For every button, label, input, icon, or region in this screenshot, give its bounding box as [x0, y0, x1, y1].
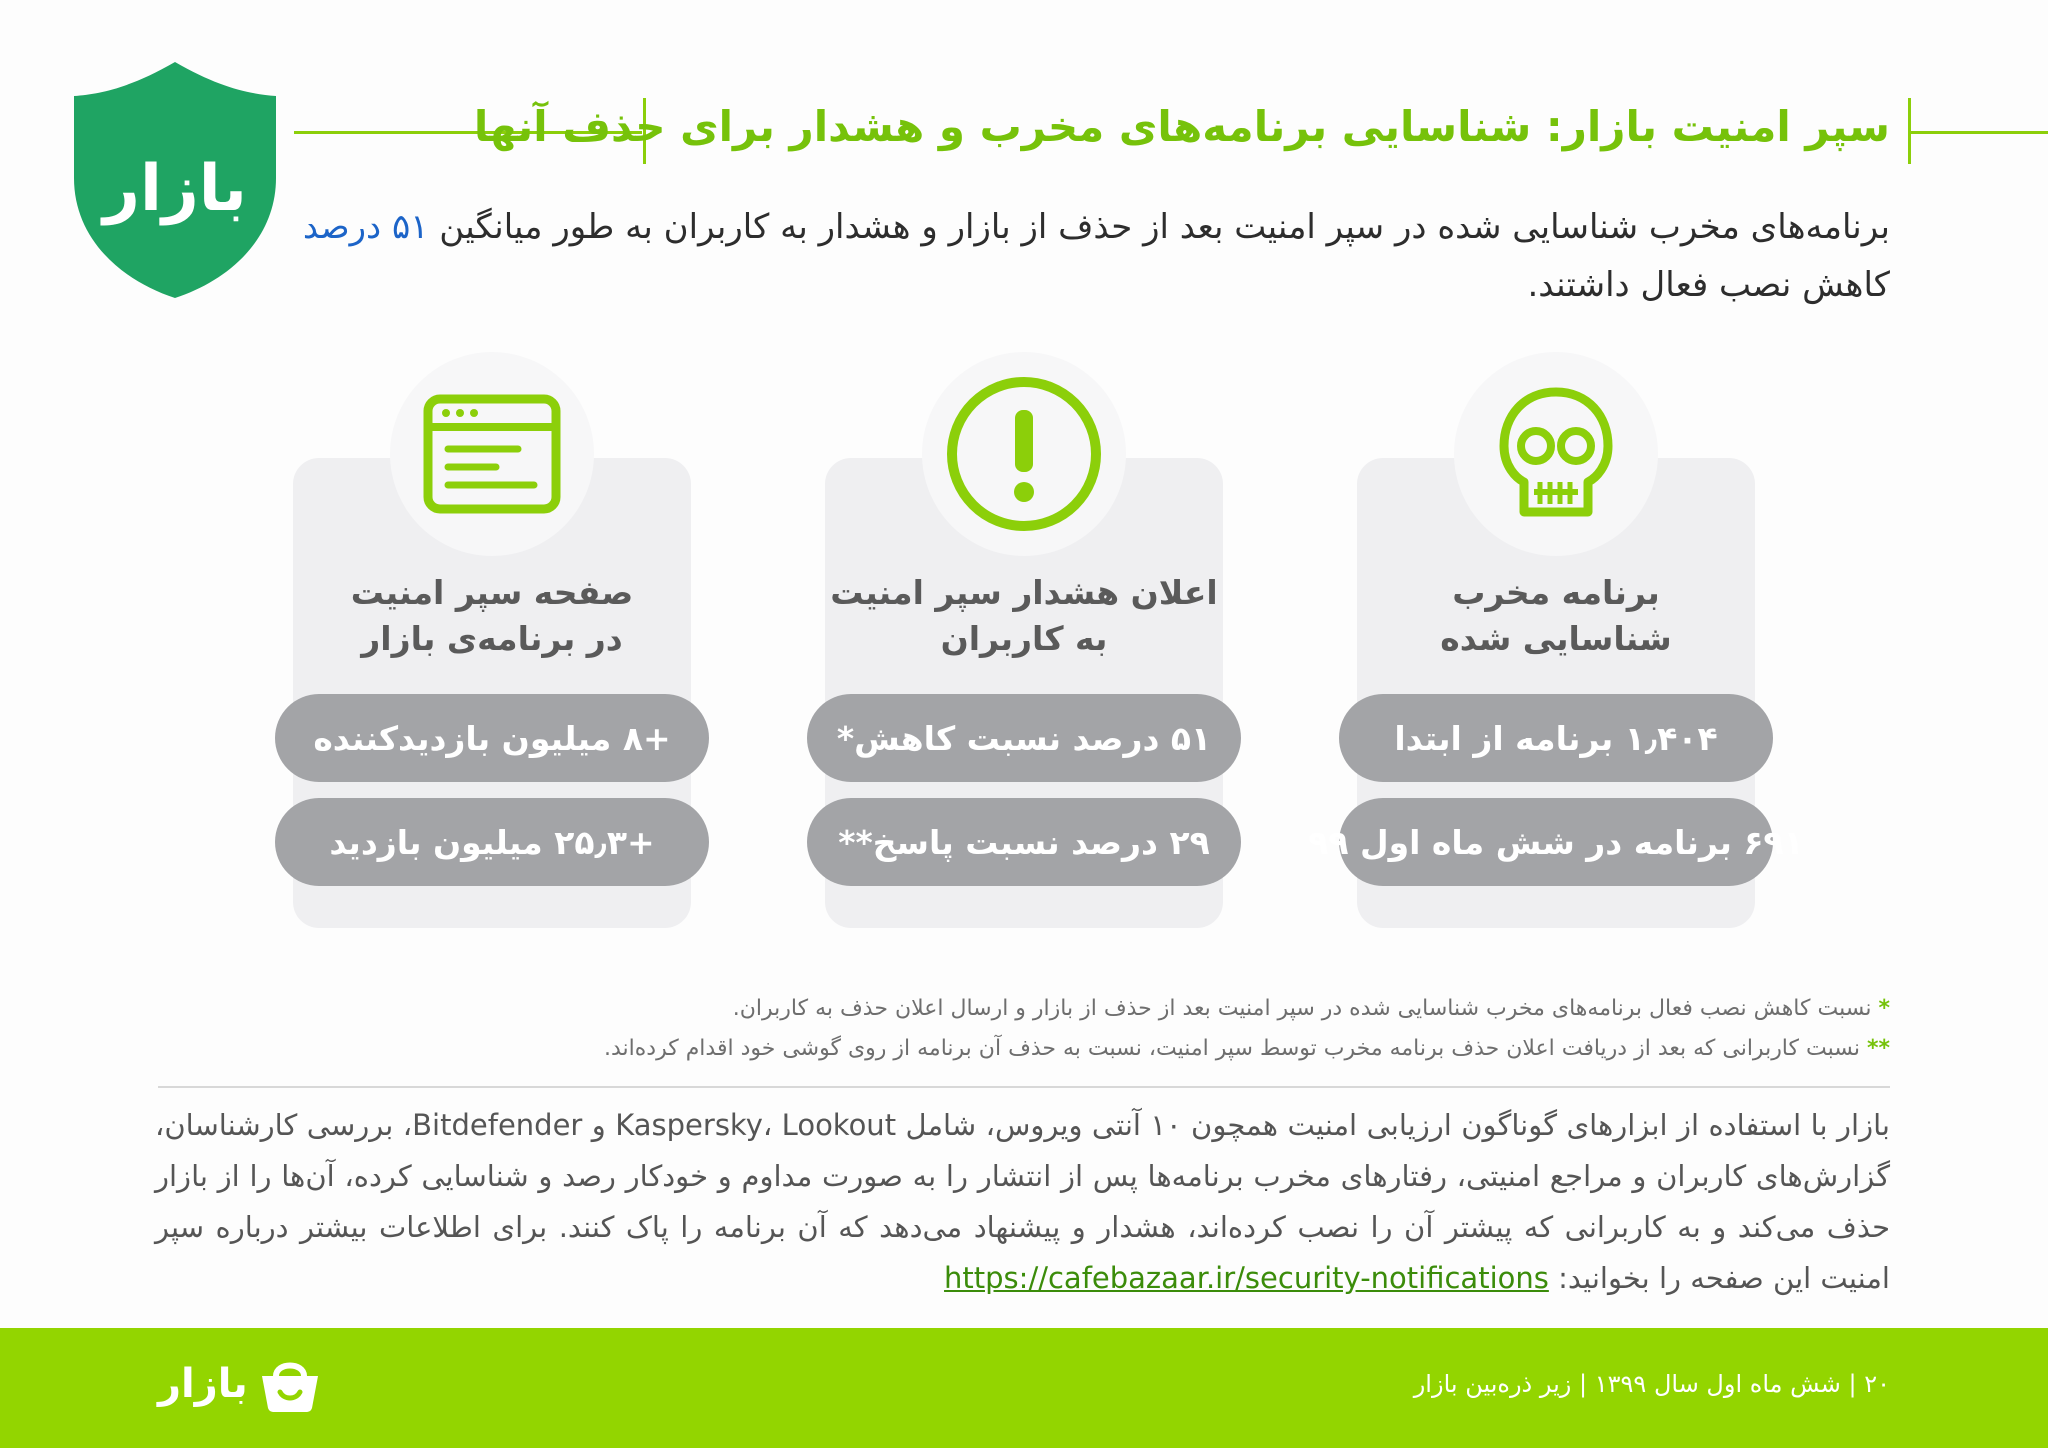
divider	[158, 1086, 1890, 1088]
browser-window-icon	[422, 393, 562, 515]
footer-logo-text: بازار	[158, 1361, 248, 1407]
intro-highlight: ۵۱ درصد	[302, 207, 429, 247]
stat-pill: ۶۹۱ برنامه در شش ماه اول ۹۹	[1339, 798, 1773, 886]
stat-pill: +۸ میلیون بازدیدکننده	[275, 694, 709, 782]
footer-separator: |	[1848, 1370, 1857, 1398]
card-label	[814, 570, 1234, 662]
skull-icon	[1494, 384, 1618, 524]
card-label-line: برنامه مخرب	[1452, 573, 1660, 612]
page-title: سپر امنیت بازار: شناسایی برنامه‌های مخرب و هشدار برای حذف آنها	[473, 102, 1890, 151]
body-text: بازار با استفاده از ابزارهای گوناگون ارزیابی امنیت همچون ۱۰ آنتی ویروس، شامل Kaspersky، Lookout و Bitdefender، بررسی کارشناسان، گزارش‌های کاربران و مراجع امنیتی، رفتارهای مخرب برنامه‌ها پس از انتشار را به صورت مداوم و خودکار رصد و شناسایی کرده، آن‌ها را از بازار حذف می‌کند و به کاربرانی که پیشتر آن را نصب کرده‌اند، هشدار و پیشنهاد می‌دهد که آن برنامه را پاک کنند. برای اطلاعات بیشتر درباره سپر امنیت این صفحه را بخوانید:	[155, 1108, 1890, 1295]
card-label-line: در برنامه‌ی بازار	[361, 619, 623, 658]
footnote-marker: *	[1878, 996, 1890, 1021]
card-label	[1346, 570, 1766, 662]
intro-paragraph	[290, 198, 1890, 314]
footer-separator: |	[1579, 1370, 1588, 1398]
bazaar-shield-logo	[70, 58, 280, 302]
card-label	[282, 570, 702, 662]
page-number: ۲۰	[1864, 1370, 1890, 1398]
stat-pill: ۱٫۴۰۴ برنامه از ابتدا	[1339, 694, 1773, 782]
card-icon-circle	[390, 352, 594, 556]
card-icon-circle	[1454, 352, 1658, 556]
card-icon-circle	[922, 352, 1126, 556]
exclamation-icon	[944, 374, 1104, 534]
card-label-line: شناسایی شده	[1440, 619, 1672, 658]
shopping-bag-icon	[258, 1354, 322, 1414]
footnote-marker: **	[1866, 1036, 1890, 1061]
title-rule-right	[1911, 131, 2048, 134]
stat-pill: ۲۹ درصد نسبت پاسخ**	[807, 798, 1241, 886]
stat-pill: +۲۵٫۳ میلیون بازدید	[275, 798, 709, 886]
shield-logo-text: بازار	[103, 152, 247, 226]
footnote-text: نسبت کاربرانی که بعد از دریافت اعلان حذف برنامه مخرب توسط سپر امنیت، نسبت به حذف آن برنامه از روی گوشی خود اقدام کرده‌اند.	[603, 1036, 1860, 1061]
intro-text: برنامه‌های مخرب شناسایی شده در سپر امنیت بعد از حذف از بازار و هشدار به کاربران به طور میانگین	[428, 207, 1890, 247]
footer-publication: زیر ذره‌بین بازار	[1413, 1370, 1572, 1398]
footnote-text: نسبت کاهش نصب فعال برنامه‌های مخرب شناسایی شده در سپر امنیت بعد از حذف از بازار و ارسال اعلان حذف به کاربران.	[732, 996, 1872, 1021]
footnote	[733, 996, 1890, 1021]
intro-text-end: کاهش نصب فعال داشتند.	[1527, 265, 1890, 305]
card-label-line: اعلان هشدار سپر امنیت	[830, 573, 1218, 612]
footer-logo	[158, 1354, 322, 1414]
card-label-line: صفحه سپر امنیت	[350, 573, 634, 612]
security-notifications-link[interactable]: https://cafebazaar.ir/security-notifications	[944, 1261, 1549, 1295]
stat-pill: ۵۱ درصد نسبت کاهش*	[807, 694, 1241, 782]
footnote	[604, 1036, 1890, 1061]
card-label-line: به کاربران	[940, 619, 1108, 658]
footer-caption	[1414, 1370, 1890, 1398]
body-paragraph	[155, 1100, 1890, 1304]
footer-period: شش ماه اول سال ۱۳۹۹	[1594, 1370, 1841, 1398]
